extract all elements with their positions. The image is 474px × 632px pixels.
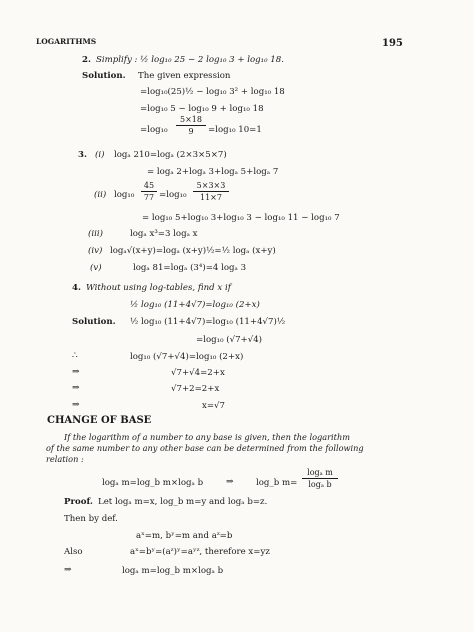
q3-ii-denominator-2: 11×7	[200, 193, 222, 202]
section-heading: CHANGE OF BASE	[47, 415, 152, 426]
q2-line-2: =log₁₀ 5 − log₁₀ 9 + log₁₀ 18	[140, 104, 264, 114]
also-label: Also	[64, 547, 83, 557]
q4-step-1: ½ log₁₀ (11+4√7)=log₁₀ (11+4√7)½	[130, 317, 286, 327]
cob-paragraph-line-3: relation :	[46, 454, 84, 464]
q4-step-2: =log₁₀ (√7+√4)	[196, 335, 263, 345]
then-by-def: Then by def.	[64, 514, 118, 524]
q2-number: 2.	[82, 55, 91, 65]
q2-prompt: Simplify : ½ log₁₀ 25 − 2 log₁₀ 3 + log₁₀ 18.	[96, 55, 284, 65]
q4-equation: ½ log₁₀ (11+4√7)=log₁₀ (2+x)	[130, 300, 260, 310]
q4-prompt: Without using log-tables, find x if	[86, 283, 231, 293]
q2-fraction	[176, 115, 206, 136]
q3-ii-fraction-1	[141, 181, 157, 202]
cob-fraction-numerator: logₐ m	[307, 468, 333, 477]
cob-formula-pre: log_b m=	[256, 478, 298, 488]
q2-line-1: =log₁₀(25)½ − log₁₀ 3² + log₁₀ 18	[140, 87, 285, 97]
cob-fraction-denominator: logₐ b	[308, 480, 332, 489]
q3-ii-fraction-2	[193, 181, 229, 202]
q3-i-label: (i)	[95, 150, 105, 160]
q3-ii-denominator-1: 77	[143, 193, 155, 202]
q2-line-3-post: =log₁₀ 10=1	[208, 125, 262, 135]
definition-line: aˣ=m, bʸ=m and aᶻ=b	[136, 531, 233, 541]
q2-solution-label: Solution.	[82, 71, 126, 81]
q3-ii-line-2: = log₁₀ 5+log₁₀ 3+log₁₀ 3 − log₁₀ 11 − log₁₀ 7	[142, 213, 340, 223]
implies-arrow-icon: ⇒	[72, 400, 80, 410]
q3-iii-label: (iii)	[88, 229, 103, 239]
fraction-bar	[193, 191, 229, 192]
q4-number: 4.	[72, 283, 81, 293]
q3-number: 3.	[78, 150, 87, 160]
therefore-symbol: ∴	[72, 351, 78, 361]
q3-ii-numerator-1: 45	[143, 181, 155, 190]
fraction-bar	[302, 478, 338, 479]
cob-fraction	[302, 468, 338, 489]
q4-step-3: log₁₀ (√7+√4)=log₁₀ (2+x)	[130, 352, 244, 362]
q2-given-expression: The given expression	[138, 71, 231, 81]
q3-v-label: (v)	[90, 263, 102, 273]
q4-step-6: x=√7	[202, 401, 225, 411]
q4-solution-label: Solution.	[72, 317, 116, 327]
q3-iv-label: (iv)	[88, 246, 103, 256]
cob-paragraph-line-2: of the same number to any other base can be determined from the following	[46, 443, 364, 453]
implies-arrow-icon: ⇒	[72, 367, 80, 377]
implies-arrow-icon: ⇒	[226, 477, 234, 487]
q3-i-line-2: = logₐ 2+logₐ 3+logₐ 5+logₐ 7	[147, 167, 279, 177]
q2-line-3-pre: =log₁₀	[140, 125, 168, 135]
cob-formula-left: logₐ m=log_b m×logₐ b	[102, 478, 204, 488]
q3-ii-mid: =log₁₀	[159, 190, 187, 200]
q3-ii-label: (ii)	[94, 190, 107, 200]
q3-v-text: logₐ 81=logₐ (3⁴)=4 logₐ 3	[133, 263, 247, 273]
q3-ii-numerator-2: 5×3×3	[196, 181, 226, 190]
q3-i-line-1: logₐ 210=logₐ (2×3×5×7)	[114, 150, 227, 160]
q4-step-4: √7+√4=2+x	[171, 368, 225, 378]
fraction-bar	[141, 191, 157, 192]
q3-ii-pre: log₁₀	[114, 190, 135, 200]
proof-text: Let logₐ m=x, log_b m=y and logₐ b=z.	[98, 497, 268, 507]
q2-fraction-denominator: 9	[188, 127, 194, 136]
cob-paragraph-line-1: If the logarithm of a number to any base is given, then the logarithm	[64, 432, 351, 442]
q4-step-5: √7+2=2+x	[171, 384, 220, 394]
implies-arrow-icon: ⇒	[64, 565, 72, 575]
running-title: LOGARITHMS	[36, 37, 97, 46]
q3-iv-text: logₐ√(x+y)=logₐ (x+y)½=½ logₐ (x+y)	[110, 246, 276, 256]
page-number: 195	[382, 38, 403, 49]
final-line: logₐ m=log_b m×logₐ b	[122, 566, 224, 576]
proof-label: Proof.	[64, 497, 93, 507]
implies-arrow-icon: ⇒	[72, 383, 80, 393]
also-text: aˣ=bʸ=(aᶻ)ʸ=aʸᶻ, therefore x=yz	[130, 547, 270, 557]
q2-fraction-numerator: 5×18	[180, 115, 202, 124]
fraction-bar	[176, 125, 206, 126]
q3-iii-text: logₐ x³=3 logₐ x	[130, 229, 198, 239]
